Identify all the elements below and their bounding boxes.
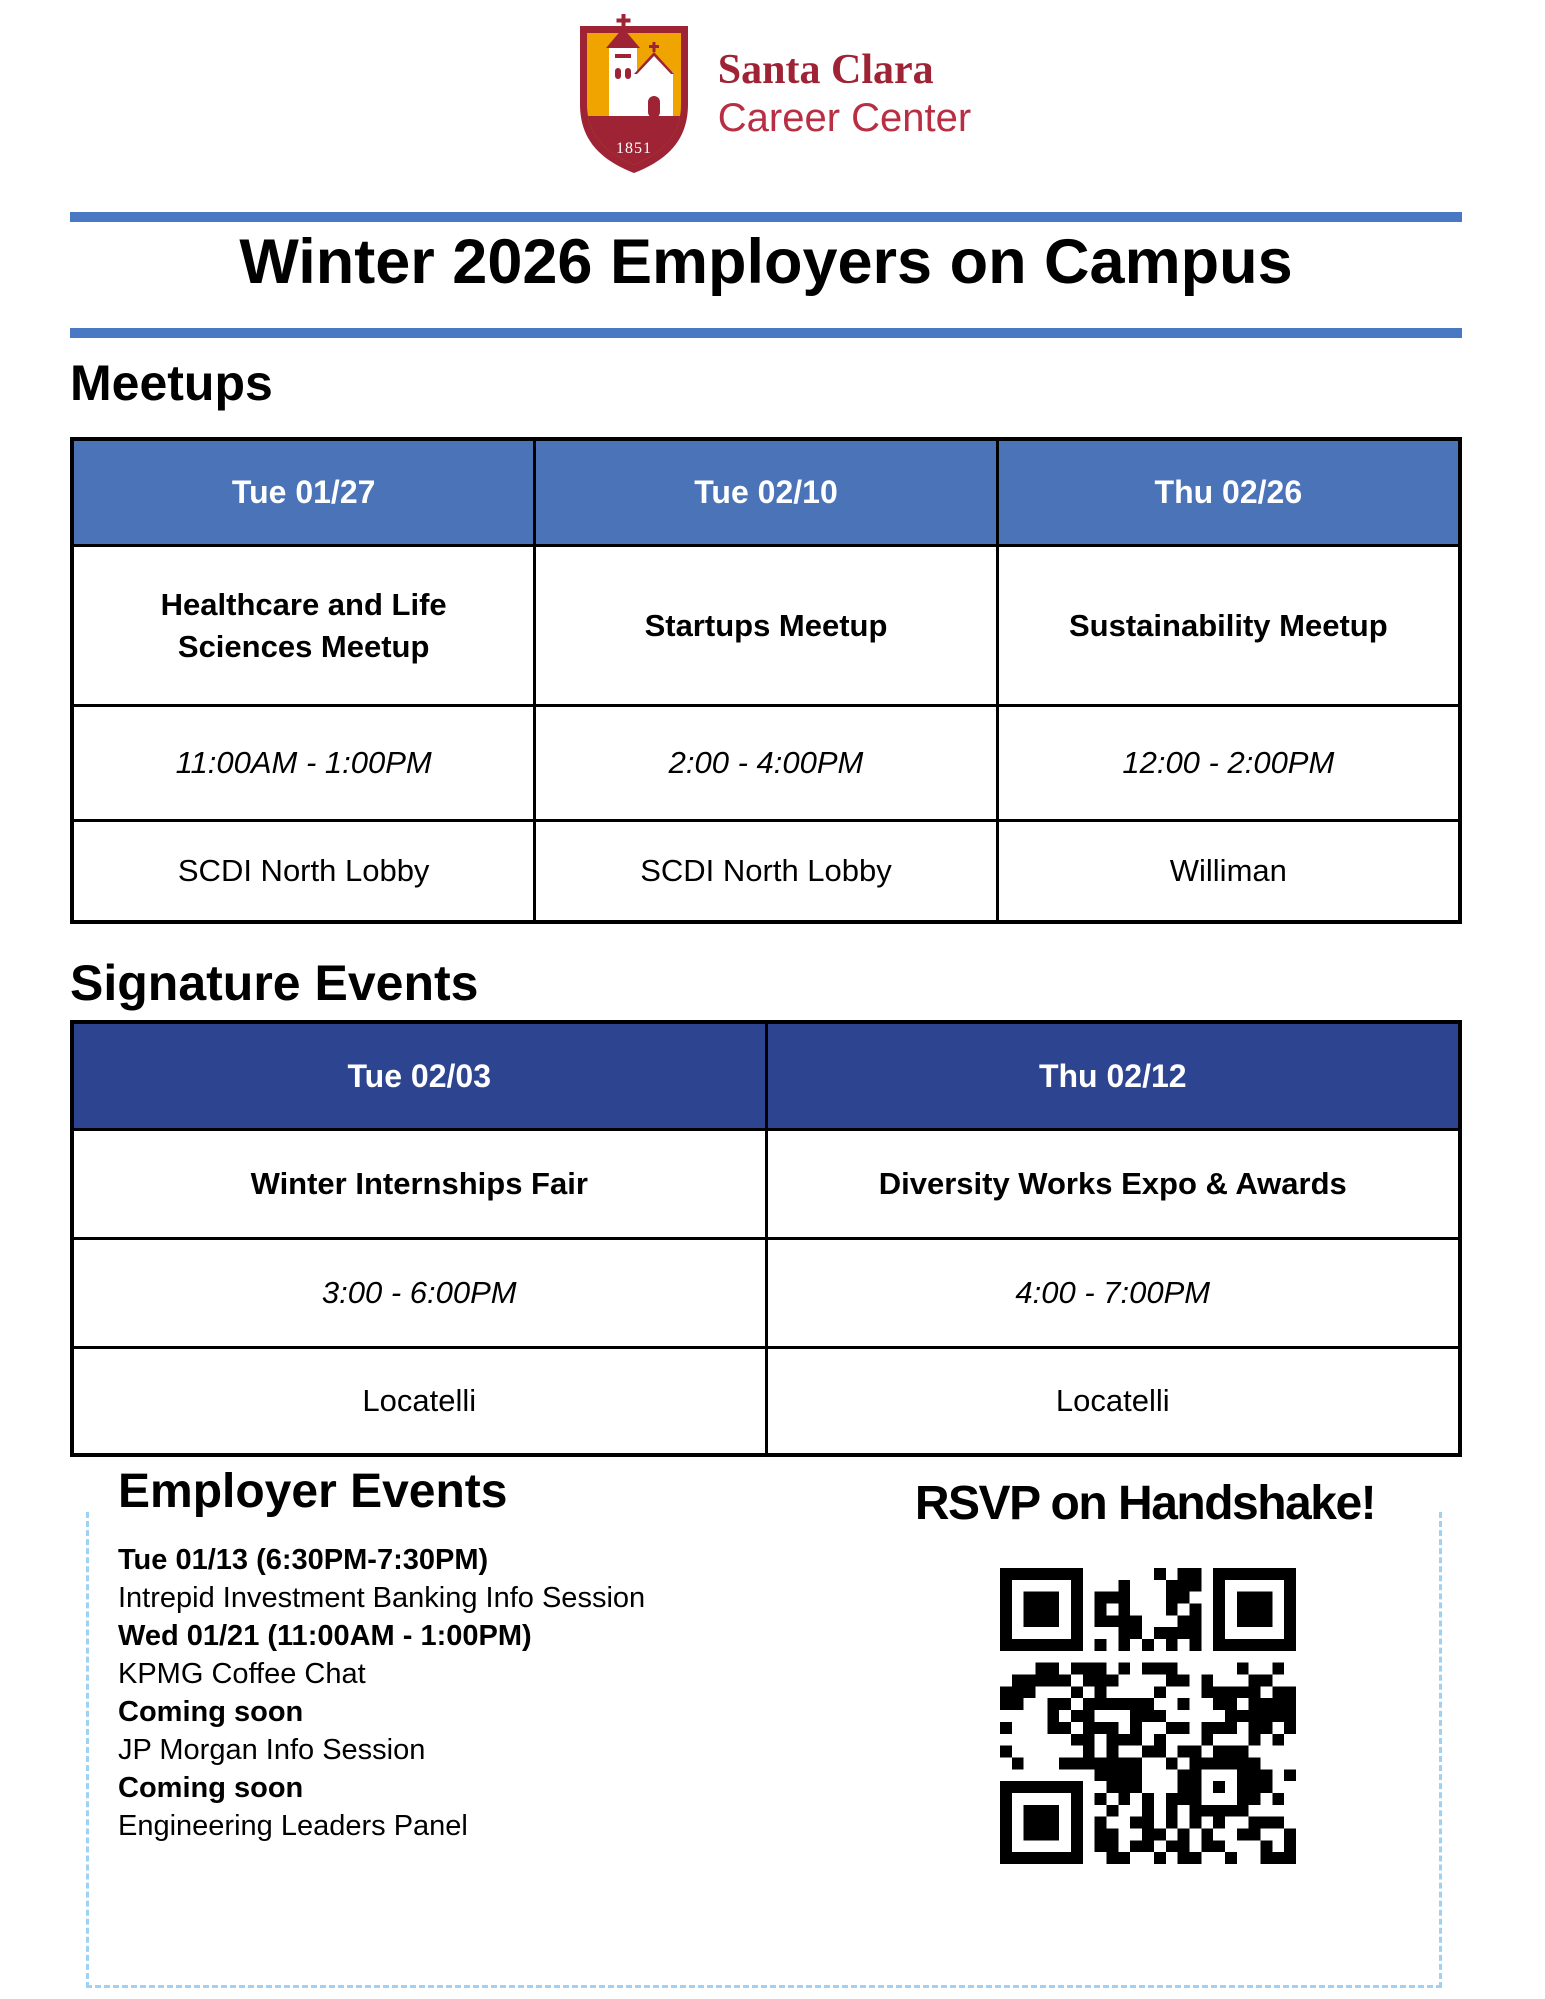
university-crest-icon	[574, 12, 694, 174]
meetups-heading: Meetups	[70, 355, 273, 411]
signature-event-name: Winter Internships Fair	[74, 1131, 765, 1237]
signature-events-table	[70, 1020, 1462, 1457]
employer-event-date: Tue 01/13 (6:30PM-7:30PM)	[118, 1544, 489, 1576]
signature-event-location: Locatelli	[768, 1349, 1459, 1453]
page-title: Winter 2026 Employers on Campus	[239, 227, 1293, 297]
meetups-date-header: Tue 01/27	[74, 441, 533, 544]
signature-event-time: 3:00 - 6:00PM	[74, 1240, 765, 1346]
meetups-event-location: Williman	[999, 822, 1458, 920]
meetups-event-name: Sustainability Meetup	[999, 547, 1458, 704]
signature-date-header: Thu 02/12	[768, 1024, 1459, 1128]
employer-event-name: Engineering Leaders Panel	[118, 1810, 468, 1842]
divider-rule-bottom	[70, 328, 1462, 338]
employer-event-date: Wed 01/21 (11:00AM - 1:00PM)	[118, 1620, 532, 1652]
signature-event-name: Diversity Works Expo & Awards	[768, 1131, 1459, 1237]
employer-events-heading: Employer Events	[118, 1465, 508, 1518]
logo-unit-name: Career Center	[717, 96, 972, 140]
meetups-event-name: Healthcare and Life Sciences Meetup	[74, 547, 533, 704]
meetups-event-location: SCDI North Lobby	[536, 822, 995, 920]
meetups-table	[70, 437, 1462, 924]
meetups-event-time: 2:00 - 4:00PM	[536, 707, 995, 819]
crest-year-label: 1851	[615, 140, 652, 157]
signature-events-heading: Signature Events	[70, 955, 479, 1011]
signature-event-location: Locatelli	[74, 1349, 765, 1453]
employer-event-name: KPMG Coffee Chat	[118, 1658, 366, 1690]
meetups-event-name: Startups Meetup	[536, 547, 995, 704]
meetups-date-header: Tue 02/10	[536, 441, 995, 544]
logo-school-name: Santa Clara	[717, 47, 934, 93]
meetups-event-location: SCDI North Lobby	[74, 822, 533, 920]
meetups-event-time: 11:00AM - 1:00PM	[74, 707, 533, 819]
employer-events-list	[118, 1541, 778, 1845]
employer-event-name: JP Morgan Info Session	[118, 1734, 426, 1766]
meetups-date-header: Thu 02/26	[999, 441, 1458, 544]
employer-event-date: Coming soon	[118, 1772, 304, 1804]
career-center-logo	[0, 12, 1545, 174]
signature-event-time: 4:00 - 7:00PM	[768, 1240, 1459, 1346]
meetups-event-time: 12:00 - 2:00PM	[999, 707, 1458, 819]
rsvp-handshake-label: RSVP on Handshake!	[914, 1477, 1376, 1530]
employer-event-name: Intrepid Investment Banking Info Session	[118, 1582, 646, 1614]
divider-rule-top	[70, 212, 1462, 222]
signature-date-header: Tue 02/03	[74, 1024, 765, 1128]
qr-code	[1000, 1568, 1296, 1864]
logo-wordmark	[718, 45, 971, 141]
employer-event-date: Coming soon	[118, 1696, 304, 1728]
